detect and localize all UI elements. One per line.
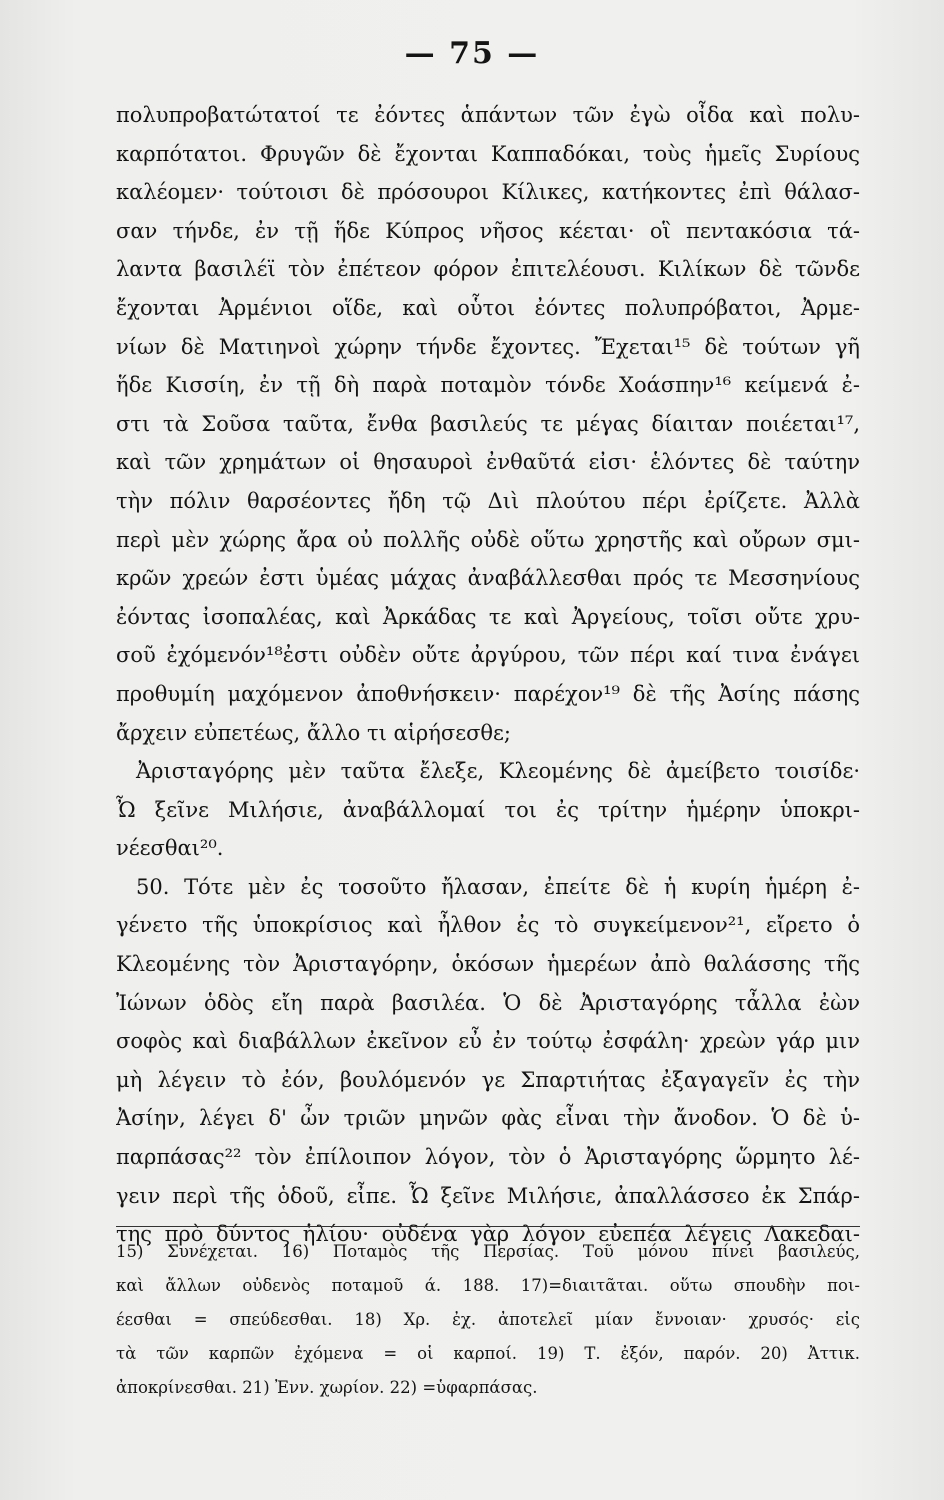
text-line: λαντα βασιλέϊ τὸν ἐπέτεον φόρον ἐπιτελέουσι. Κιλίκων δὲ τῶνδε — [116, 257, 860, 282]
text-line: Ἀρισταγόρης μὲν ταῦτα ἔλεξε, Κλεομένης δὲ ἀμείβετο τοισίδε· — [136, 759, 860, 784]
text-line: περὶ μὲν χώρης ἄρα οὐ πολλῆς οὐδὲ οὕτω χρηστῆς καὶ οὔρων σμι- — [116, 527, 860, 552]
main-text — [116, 96, 860, 1254]
text-line: τὴν πόλιν θαρσέοντες ἤδη τῷ Διὶ πλούτου πέρι ἐρίζετε. Ἀλλὰ — [116, 488, 860, 513]
footnote-line: ἀποκρίνεσθαι. 21) Ἐνν. χωρίον. 22) =ὑφαρπάσας. — [116, 1378, 538, 1397]
footnote-divider — [116, 1226, 860, 1227]
text-line: Ὦ ξεῖνε Μιλήσιε, ἀναβάλλομαί τοι ἐς τρίτην ἡμέρην ὑποκρι- — [116, 797, 860, 822]
text-line: Ἀσίην, λέγει δ' ὦν τριῶν μηνῶν φὰς εἶναι τὴν ἄνοδον. Ὁ δὲ ὑ- — [116, 1106, 860, 1131]
footnote-line: καὶ ἄλλων οὐδενὸς ποταμοῦ ά. 188. 17)=διαιτᾶται. οὕτω σπουδὴν ποι- — [116, 1276, 860, 1295]
text-line: προθυμίη μαχόμενον ἀποθνήσκειν· παρέχον¹⁹ δὲ τῆς Ἀσίης πάσης — [116, 681, 860, 706]
text-line: πολυπροβατώτατοί τε ἐόντες ἁπάντων τῶν ἐγὼ οἶδα καὶ πολυ- — [116, 103, 860, 127]
text-line: ἄρχειν εὐπετέως, ἄλλο τι αἱρήσεσθε; — [116, 720, 512, 745]
text-line: μὴ λέγειν τὸ ἐόν, βουλόμενόν γε Σπαρτιήτας ἐξαγαγεῖν ἐς τὴν — [116, 1067, 860, 1092]
text-line: παρπάσας²² τὸν ἐπίλοιπον λόγον, τὸν ὁ Ἀρισταγόρης ὥρμητο λέ- — [116, 1145, 860, 1170]
text-line: σαν τήνδε, ἐν τῇ ἥδε Κύπρος νῆσος κέεται· οἳ πεντακόσια τά- — [116, 218, 860, 243]
text-line: νίων δὲ Ματιηνοὶ χώρην τήνδε ἔχοντες. Ἔχεται¹⁵ δὲ τούτων γῆ — [116, 334, 860, 359]
text-line: της πρὸ δύντος ἡλίου· οὐδένα γὰρ λόγον εὐεπέα λέγεις Λακεδαι- — [116, 1222, 860, 1247]
text-line: καλέομεν· τούτοισι δὲ πρόσουροι Κίλικες, κατήκοντες ἐπὶ θάλασ- — [116, 180, 860, 205]
footnote-line: 15) Συνέχεται. 16) Ποταμὸς τῆς Περσίας. Τοῦ μόνου πίνει βασιλεύς, — [116, 1242, 860, 1261]
text-line: κρῶν χρεών ἐστι ὑμέας μάχας ἀναβάλλεσθαι πρός τε Μεσσηνίους — [116, 566, 860, 591]
text-line: Κλεομένης τὸν Ἀρισταγόρην, ὁκόσων ἡμερέων ἀπὸ θαλάσσης τῆς — [116, 952, 860, 977]
text-line: ἥδε Κισσίη, ἐν τῇ δὴ παρὰ ποταμὸν τόνδε Χοάσπην¹⁶ κείμενά ἐ- — [116, 373, 860, 398]
page-number: — 75 — — [404, 36, 540, 71]
text-line: ἔχονται Ἀρμένιοι οἵδε, καὶ οὗτοι ἐόντες πολυπρόβατοι, Ἀρμε- — [116, 295, 860, 320]
footnotes — [116, 1235, 860, 1405]
text-line: Ἰώνων ὁδὸς εἴη παρὰ βασιλέα. Ὁ δὲ Ἀρισταγόρης τἆλλα ἐὼν — [116, 990, 860, 1015]
text-line: σοφὸς καὶ διαβάλλων ἐκεῖνον εὖ ἐν τούτῳ ἐσφάλη· χρεὼν γάρ μιν — [116, 1029, 860, 1054]
section-50-start-line: 50. Τότε μὲν ἐς τοσοῦτο ἤλασαν, ἐπείτε δὲ ἡ κυρίη ἡμέρη ἐ- — [136, 874, 860, 899]
text-line: γένετο τῆς ὑποκρίσιος καὶ ἦλθον ἐς τὸ συγκείμενον²¹, εἴρετο ὁ — [116, 913, 860, 938]
text-line: καὶ τῶν χρημάτων οἱ θησαυροὶ ἐνθαῦτά εἰσι· ἑλόντες δὲ ταύτην — [116, 450, 860, 475]
text-line: ἐόντας ἰσοπαλέας, καὶ Ἀρκάδας τε καὶ Ἀργείους, τοῖσι οὔτε χρυ- — [116, 604, 860, 629]
footnote-line: τὰ τῶν καρπῶν ἐχόμενα = οἱ καρποί. 19) Τ. ἐξόν, παρόν. 20) Ἀττικ. — [116, 1344, 860, 1363]
text-line: στι τὰ Σοῦσα ταῦτα, ἔνθα βασιλεύς τε μέγας δίαιταν ποιέεται¹⁷, — [116, 411, 860, 436]
text-line: νέεσθαι²⁰. — [116, 836, 224, 861]
text-line: σοῦ ἐχόμενόν¹⁸ἐστι οὐδὲν οὔτε ἀργύρου, τῶν πέρι καί τινα ἐνάγει — [116, 643, 860, 668]
footnote-line: έεσθαι = σπεύδεσθαι. 18) Χρ. ἐχ. ἀποτελεῖ μίαν ἔννοιαν· χρυσός· εἰς — [116, 1310, 860, 1329]
text-line: καρπότατοι. Φρυγῶν δὲ ἔχονται Καππαδόκαι, τοὺς ἡμεῖς Συρίους — [116, 141, 860, 166]
text-line: γειν περὶ τῆς ὁδοῦ, εἶπε. Ὦ ξεῖνε Μιλήσιε, ἀπαλλάσσεο ἐκ Σπάρ- — [116, 1183, 860, 1208]
